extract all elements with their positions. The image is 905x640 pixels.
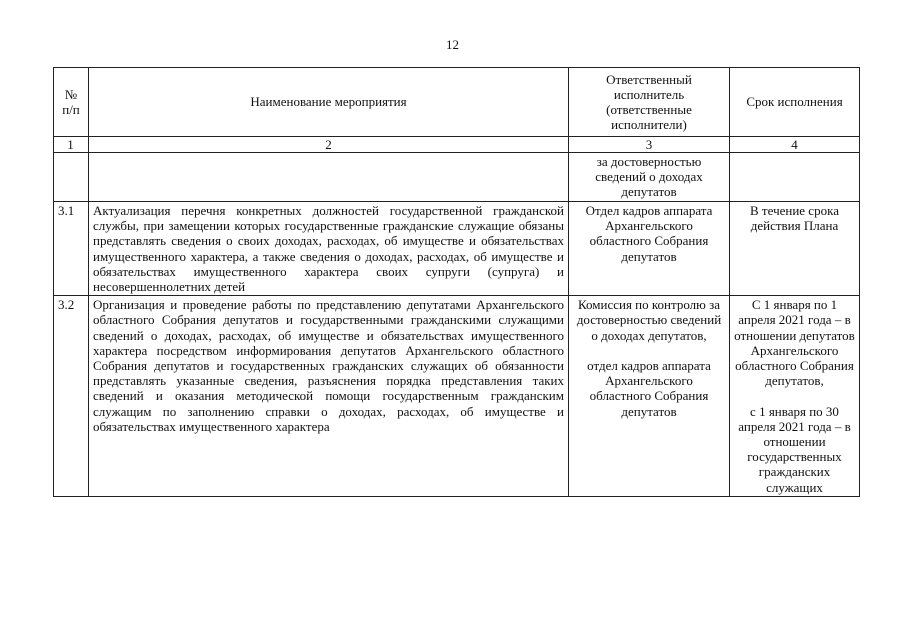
row-measure-name [89,153,569,202]
row-measure-name: Актуализация перечня конкретных должностей государственной гражданской службы, при замещении которых государственные гражданские служащие обязаны представлять сведения о своих доходах, расходах, об имуществе и обязательствах имущественного характера, а также сведения о доходах, расходах, об имуществе и обязательствах имущественного характера своих супруги (супруга) и несовершеннолетних детей [89,202,569,296]
column-number: 4 [730,137,860,153]
row-responsible: за достоверностью сведений о доходах депутатов [569,153,730,202]
row-deadline: С 1 января по 1 апреля 2021 года – в отношении депутатов Архангельского областного Собрания депутатов, с 1 января по 30 апреля 2021 года – в отношении государственных гражданских служащих [730,296,860,497]
column-number: 3 [569,137,730,153]
table-row [54,202,860,296]
row-deadline: В течение срока действия Плана [730,202,860,296]
column-number: 1 [54,137,89,153]
row-measure-name: Организация и проведение работы по представлению депутатами Архангельского областного Собрания депутатов и государственными гражданскими служащими сведений о доходах, расходах, об имуществе и обязательствах имущественного характера посредством информирования депутатов Архангельского областного Собрания депутатов и государственных гражданских служащих об обязанности представлять указанные сведения, разъяснения порядка представления таких сведений и оказания методической помощи государственным гражданским служащим по заполнению справки о доходах, расходах, об имуществе и обязательствах имущественного характера [89,296,569,497]
header-measure-name: Наименование мероприятия [89,68,569,137]
header-deadline: Срок исполнения [730,68,860,137]
column-number: 2 [89,137,569,153]
row-responsible: Комиссия по контролю за достоверностью сведений о доходах депутатов, отдел кадров аппарата Архангельского областного Собрания депутатов [569,296,730,497]
row-deadline [730,153,860,202]
header-number: № п/п [54,68,89,137]
table-row [54,296,860,497]
header-responsible: Ответственный исполнитель (ответственные исполнители) [569,68,730,137]
row-number: 3.1 [54,202,89,296]
measures-table [53,67,860,497]
row-number [54,153,89,202]
column-number-row [54,137,860,153]
row-responsible: Отдел кадров аппарата Архангельского областного Собрания депутатов [569,202,730,296]
table-row [54,153,860,202]
table-header-row [54,68,860,137]
row-number: 3.2 [54,296,89,497]
page-number: 12 [446,37,459,52]
